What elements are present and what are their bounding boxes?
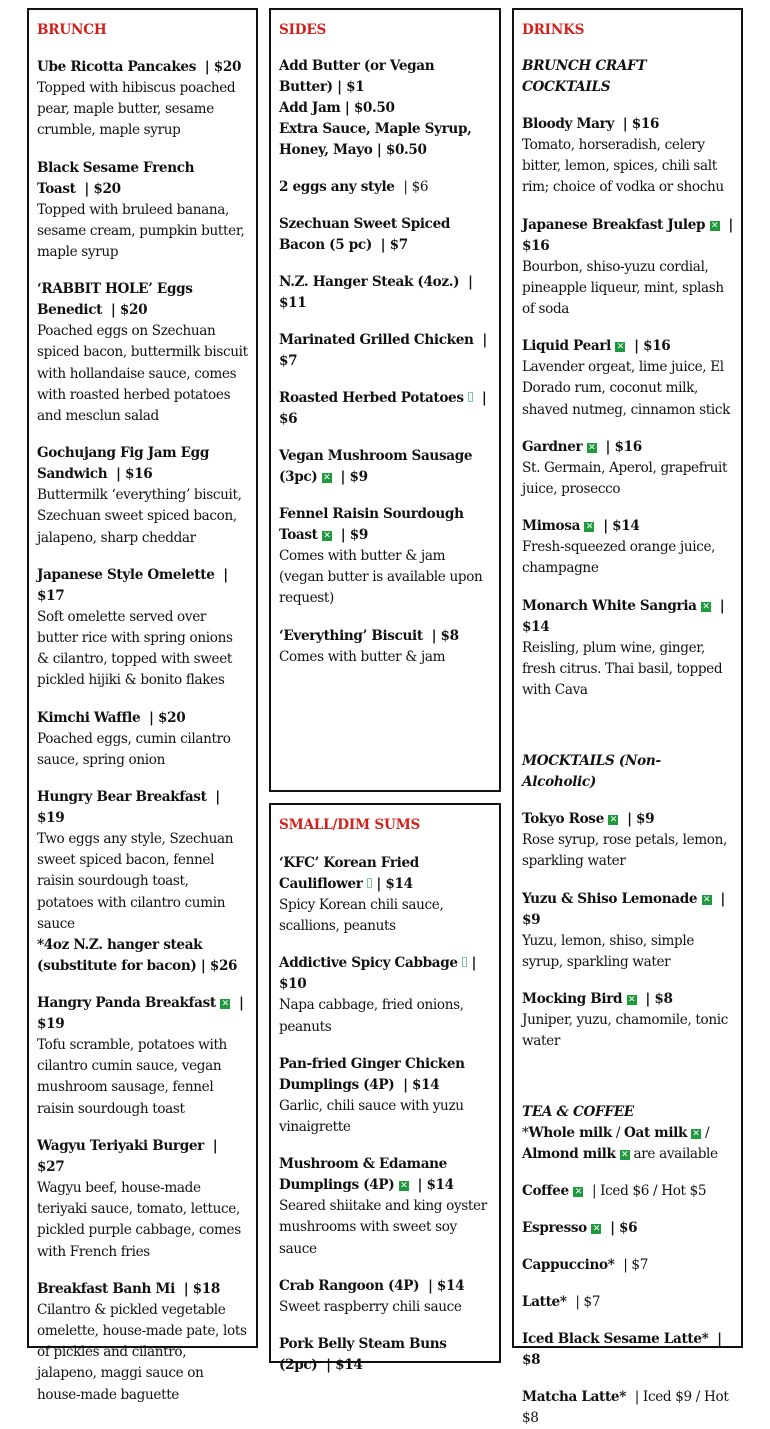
item-name: Fennel Raisin Sourdough Toast (279, 506, 464, 543)
menu-item (522, 1292, 733, 1313)
menu-item (279, 853, 491, 937)
item-name: Monarch White Sangria (522, 597, 697, 614)
item-price: | $9 (340, 527, 368, 543)
vegan-icon: ✕ (616, 342, 624, 353)
item-price: | $14 (376, 876, 413, 892)
item-price: | $6 (279, 390, 487, 427)
item-price: | $6 (403, 179, 429, 195)
item-name: N.Z. Hanger Steak (4oz.) (279, 274, 460, 290)
item-name: ‘KFC’ Korean Fried Cauliflower (279, 855, 419, 892)
milk-tail: are available (629, 1146, 718, 1163)
item-desc: Poached eggs on Szechuan spiced bacon, buttermilk biscuit with hollandaise sauce, comes with roasted herbed potatoes and mesclun salad (37, 323, 248, 425)
menu-item (279, 504, 491, 610)
menu-item (522, 1218, 733, 1239)
dimsums-title: SMALL/DIM SUMS (279, 817, 421, 833)
item-desc: Lavender orgeat, lime juice, El Dorado rum, coconut milk, shaved nutmeg, cinnamon stick (522, 359, 731, 418)
milk-almond: Almond milk (522, 1146, 616, 1163)
drinks-title: DRINKS (522, 22, 585, 38)
item-price: | $7 (575, 1294, 601, 1311)
item-desc: St. Germain, Aperol, grapefruit juice, prosecco (522, 459, 728, 498)
item-price: | $18 (183, 1280, 220, 1297)
item-desc: Reisling, plum wine, ginger, fresh citrus. Thai basil, topped with Cava (522, 639, 723, 699)
item-desc: Buttermilk ‘everything’ biscuit, Szechuan sweet spiced bacon, jalapeno, sharp cheddar (37, 487, 242, 546)
item-name: Japanese Breakfast Julep (522, 216, 706, 233)
add-butter: Add Butter (or Vegan Butter) | $1 (279, 58, 435, 95)
item-desc: Comes with butter & jam (279, 648, 446, 665)
vegan-icon: ✕ (710, 220, 719, 231)
item-price: | $16 (634, 338, 671, 355)
item-price: | $10 (279, 955, 477, 993)
item-name: Mushroom & Edamane Dumplings (4P) (279, 1156, 447, 1194)
extra-sauce: Extra Sauce, Maple Syrup, Honey, Mayo | $0.50 (279, 121, 472, 158)
menu-item (279, 1276, 491, 1318)
menu-item (522, 437, 733, 500)
menu-item (37, 787, 248, 977)
menu-item (522, 336, 733, 421)
menu-item (522, 989, 733, 1052)
item-price: | $20 (84, 180, 121, 197)
menu-item (522, 114, 733, 199)
menu-item (37, 708, 248, 771)
menu-item (279, 953, 491, 1037)
menu-item (279, 1054, 491, 1138)
item-desc: Seared shiitake and king oyster mushrooms with sweet soy sauce (279, 1198, 487, 1257)
item-price: | $14 (403, 1076, 440, 1093)
menu-item (522, 1181, 733, 1202)
item-desc: Bourbon, shiso-yuzu cordial, pineapple liqueur, mint, splash of soda (522, 258, 724, 318)
item-name: Pork Belly Steam Buns (2pc) (279, 1336, 447, 1374)
vegan-icon (367, 878, 372, 888)
item-name: Hungry Bear Breakfast (37, 789, 207, 806)
vegan-icon: ✕ (692, 1129, 700, 1140)
menu-item (37, 1136, 248, 1263)
item-price: | $17 (37, 566, 228, 604)
item-name: Marinated Grilled Chicken (279, 332, 474, 348)
item-desc: Poached eggs, cumin cilantro sauce, spring onion (37, 730, 231, 768)
item-price: | $16 (116, 466, 153, 483)
item-price: | $20 (149, 709, 186, 726)
item-name: Cappuccino* (522, 1257, 615, 1274)
item-name: Liquid Pearl (522, 338, 611, 355)
item-price: | Iced $6 / Hot $5 (591, 1183, 707, 1200)
vegan-icon (462, 957, 467, 967)
item-price: | Iced $9 / Hot $8 (522, 1389, 729, 1427)
item-name: Kimchi Waffle (37, 709, 141, 726)
item-price: | $8 (522, 1331, 722, 1369)
item-name: Tokyo Rose (522, 811, 604, 828)
vegan-icon: ✕ (609, 815, 617, 826)
item-name: Bloody Mary (522, 116, 614, 132)
item-name: Mocking Bird (522, 991, 623, 1008)
vegan-icon: ✕ (323, 473, 331, 483)
milk-star: * (522, 1125, 529, 1142)
menu-item (279, 1334, 491, 1376)
add-jam: Add Jam | $0.50 (279, 100, 395, 116)
item-desc: Fresh-squeezed orange juice, champagne (522, 539, 716, 577)
item-name: Mimosa (522, 518, 581, 535)
brunch-title: BRUNCH (37, 22, 107, 38)
menu-item (279, 177, 491, 198)
vegan-icon: ✕ (702, 601, 710, 612)
item-name: Matcha Latte* (522, 1389, 626, 1406)
item-extra: *4oz N.Z. hanger steak (substitute for bacon) | $26 (37, 937, 238, 975)
brunch-column (27, 8, 258, 1403)
item-price: | $8 (645, 991, 673, 1008)
menu-item (279, 1154, 491, 1260)
item-price: | $19 (37, 789, 220, 827)
vegan-icon: ✕ (628, 995, 636, 1006)
item-price: | $20 (204, 59, 242, 75)
item-name: Crab Rangoon (4P) (279, 1277, 420, 1294)
item-name: Roasted Herbed Potatoes (279, 390, 464, 406)
item-price: | $8 (431, 627, 459, 644)
item-price: | $14 (427, 1277, 465, 1294)
menu-item (37, 279, 248, 427)
item-price: | $16 (522, 216, 733, 254)
menu-item (37, 57, 248, 142)
menu-item (37, 565, 248, 692)
item-name: Vegan Mushroom Sausage (3pc) (279, 448, 473, 485)
vegan-icon: ✕ (400, 1181, 408, 1192)
item-desc: Rose syrup, rose petals, lemon, sparkling water (522, 832, 728, 870)
item-price: | $14 (326, 1357, 363, 1374)
menu-item (522, 516, 733, 579)
menu-item (522, 889, 733, 973)
item-price: | $9 (627, 811, 655, 828)
menu-item (522, 596, 733, 702)
item-price: | $7 (279, 332, 487, 369)
menu-item (279, 330, 491, 372)
item-name: Iced Black Sesame Latte* (522, 1331, 709, 1348)
vegan-icon: ✕ (620, 1150, 629, 1161)
item-desc: Yuzu, lemon, shiso, simple syrup, sparkling water (522, 932, 695, 970)
vegan-icon: ✕ (703, 894, 711, 905)
drinks-column (512, 8, 743, 1427)
menu-item (522, 809, 733, 872)
item-name: ‘RABBIT HOLE’ Eggs Benedict (37, 281, 193, 319)
item-price: | $7 (380, 237, 408, 253)
item-name: Black Sesame French Toast (37, 159, 195, 197)
milk-whole: Whole milk (528, 1125, 612, 1142)
item-desc: Garlic, chili sauce with yuzu vinaigrette (279, 1097, 464, 1136)
vegan-icon: ✕ (588, 442, 596, 453)
vegan-icon: ✕ (221, 999, 229, 1010)
item-name: Breakfast Banh Mi (37, 1280, 175, 1297)
item-desc: Tofu scramble, potatoes with cilantro cumin sauce, vegan mushroom sausage, fennel raisin sourdough toast (37, 1037, 227, 1117)
menu-item (279, 446, 491, 488)
sides-title: SIDES (279, 22, 327, 38)
menu-item (37, 1279, 248, 1406)
menu-item (37, 993, 248, 1120)
item-desc: Topped with hibiscus poached pear, maple butter, sesame crumble, maple syrup (37, 80, 236, 139)
item-desc: Topped with bruleed banana, sesame cream, pumpkin butter, maple syrup (37, 201, 245, 261)
menu-item (279, 214, 491, 256)
cocktails-title: BRUNCH CRAFT COCKTAILS (522, 58, 647, 95)
vegan-icon: ✕ (592, 1224, 600, 1235)
item-price: | $9 (340, 469, 368, 485)
item-name: Hangry Panda Breakfast (37, 995, 216, 1012)
item-price: | $14 (417, 1177, 454, 1194)
item-desc: Juniper, yuzu, chamomile, tonic water (522, 1012, 729, 1050)
milk-separator: / (611, 1125, 625, 1142)
item-name: Gochujang Fig Jam Egg Sandwich (37, 445, 209, 483)
add-ons (279, 56, 491, 161)
milk-options (522, 1123, 733, 1165)
menu-item (279, 388, 491, 430)
item-desc: Napa cabbage, fried onions, peanuts (279, 997, 464, 1035)
item-desc: Sweet raspberry chili sauce (279, 1298, 462, 1315)
item-price: | $11 (279, 274, 473, 311)
vegan-icon: ✕ (323, 531, 331, 541)
item-name: Yuzu & Shiso Lemonade (522, 890, 698, 907)
sides-column (269, 8, 501, 792)
item-desc: Two eggs any style, Szechuan sweet spiced bacon, fennel raisin sourdough toast, potatoes with cilantro cumin sauce (37, 831, 234, 932)
item-desc: Spicy Korean chili sauce, scallions, peanuts (279, 897, 444, 935)
item-price: | $20 (110, 302, 148, 319)
menu-item (279, 272, 491, 314)
item-name: 2 eggs any style (279, 179, 395, 195)
item-name: Szechuan Sweet Spiced Bacon (5 pc) (279, 216, 451, 253)
item-name: ‘Everything’ Biscuit (279, 627, 423, 644)
item-name: Gardner (522, 438, 583, 455)
item-name: Coffee (522, 1183, 569, 1200)
vegan-icon: ✕ (574, 1187, 582, 1198)
vegan-icon: ✕ (585, 522, 594, 533)
dimsums-column (269, 803, 501, 1374)
item-price: | $19 (37, 995, 244, 1033)
item-desc: Cilantro & pickled vegetable omelette, house-made pate, lots of pickles and cilantro, jalapeno, maggi sauce on house-made baguette (37, 1301, 247, 1403)
item-name: Pan-fried Ginger Chicken Dumplings (4P) (279, 1055, 465, 1093)
milk-separator: / (701, 1125, 710, 1142)
item-desc: Wagyu beef, house-made teriyaki sauce, tomato, lettuce, pickled purple cabbage, comes with French fries (37, 1179, 241, 1260)
item-name: Latte* (522, 1294, 567, 1311)
item-name: Espresso (522, 1220, 587, 1237)
milk-oat: Oat milk (624, 1125, 688, 1142)
item-desc: Tomato, horseradish, celery bitter, lemon, spices, chili salt rim; choice of vodka or shochu (522, 137, 724, 196)
item-price: | $9 (522, 890, 725, 928)
menu-item (279, 626, 491, 668)
menu-item (37, 443, 248, 549)
item-price: | $27 (37, 1137, 218, 1175)
item-price: | $14 (603, 518, 640, 535)
item-price: | $16 (622, 116, 660, 132)
item-desc: Soft omelette served over butter rice with spring onions & cilantro, topped with sweet pickled hijiki & bonito flakes (37, 608, 233, 689)
item-name: Ube Ricotta Pancakes (37, 59, 196, 75)
tea-coffee-title: TEA & COFFEE (522, 1104, 634, 1121)
item-name: Addictive Spicy Cabbage (279, 955, 458, 972)
item-price: | $6 (610, 1220, 638, 1237)
mocktails-title: MOCKTAILS (Non-Alcoholic) (522, 753, 661, 791)
menu-item (522, 1387, 733, 1429)
menu-item (37, 158, 248, 264)
menu-item (522, 1329, 733, 1371)
menu-item (522, 215, 733, 321)
item-price: | $14 (522, 597, 725, 635)
item-desc: Comes with butter & jam (vegan butter is available upon request) (279, 548, 483, 607)
item-price: | $16 (605, 438, 642, 455)
item-name: Wagyu Teriyaki Burger (37, 1137, 204, 1154)
item-name: Japanese Style Omelette (37, 566, 215, 583)
vegan-icon (468, 392, 473, 402)
item-price: | $7 (623, 1257, 649, 1274)
menu-item (522, 1255, 733, 1276)
